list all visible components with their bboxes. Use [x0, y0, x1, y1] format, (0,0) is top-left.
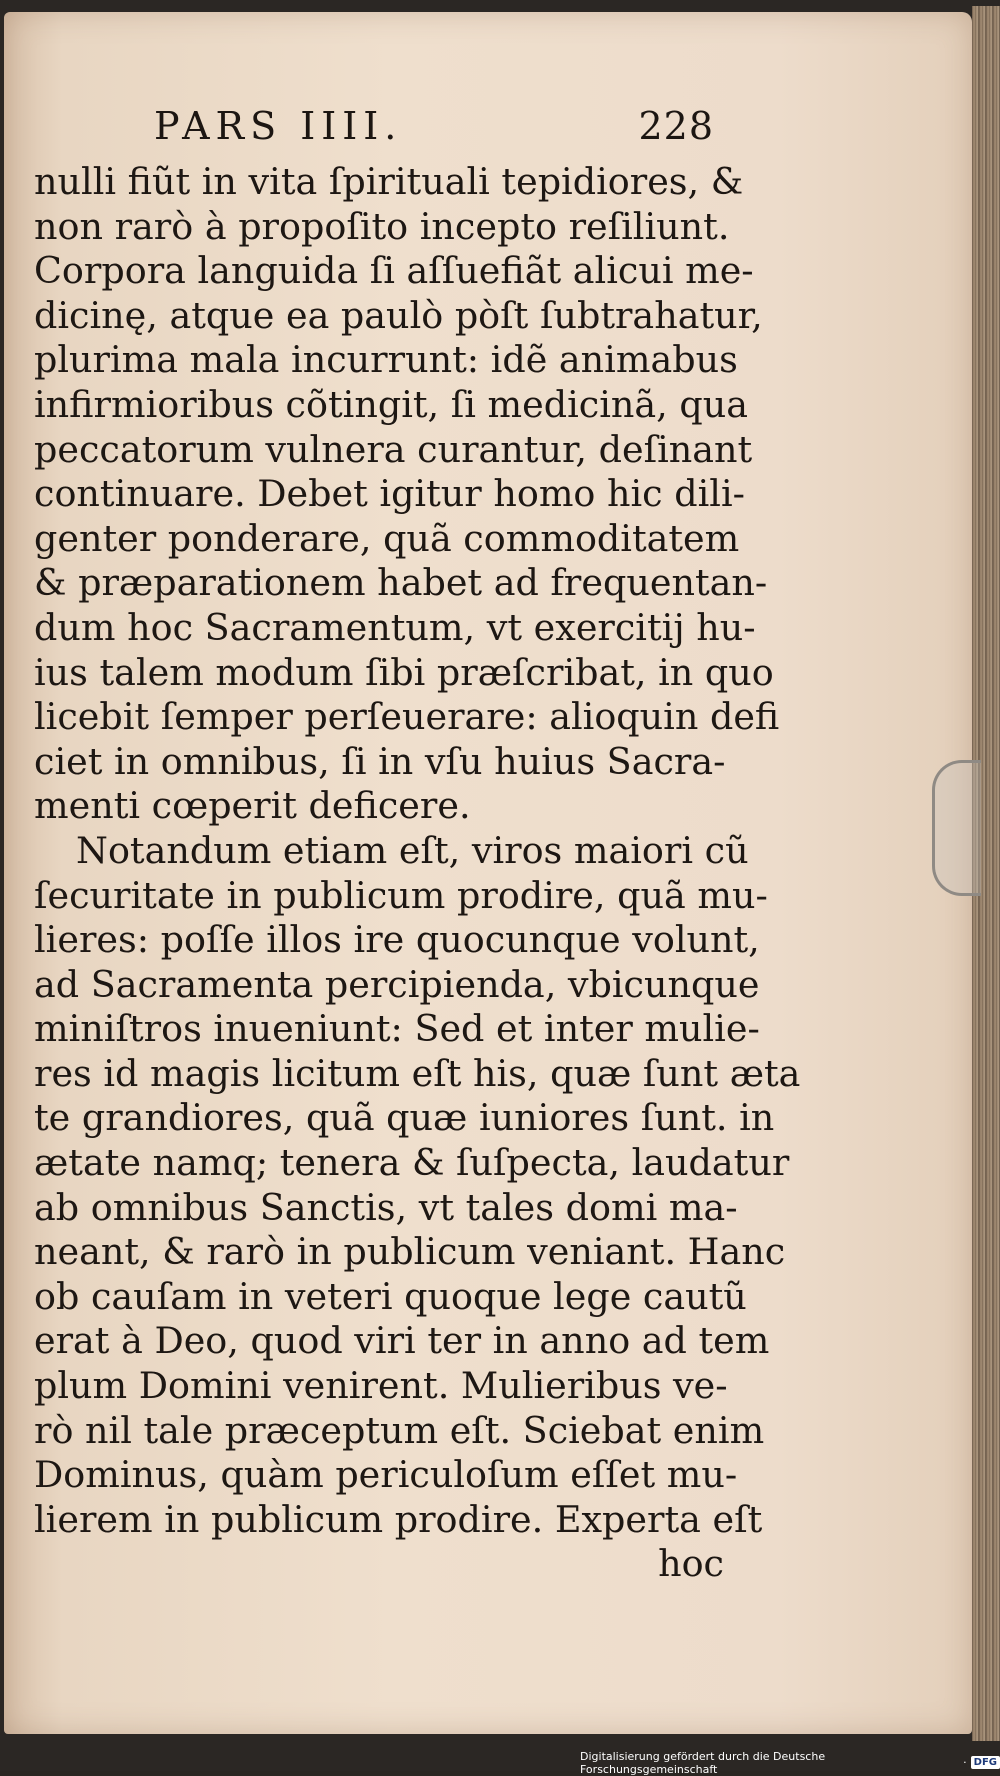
- body-text: [34, 160, 801, 1587]
- text-line: infirmioribus cõtingit, ſi medicinã, qua: [34, 382, 748, 426]
- text-line: continuare. Debet igitur homo hic dili-: [34, 472, 745, 516]
- text-line: ciet in omnibus, ſi in vſu huius Sacra-: [34, 739, 726, 783]
- text-line: ad Sacramenta percipienda, vbicunque: [34, 962, 760, 1006]
- paragraph-start-line: Notandum etiam eſt, viros maiori cũ: [76, 828, 749, 872]
- text-line: lierem in publicum prodire. Experta eſt: [34, 1497, 763, 1541]
- text-line: rò nil tale præceptum eſt. Sciebat enim: [34, 1408, 765, 1452]
- text-line: licebit ſemper perſeuerare: alioquin defi: [34, 695, 780, 739]
- text-line: ius talem modum ſibi præſcribat, in quo: [34, 650, 774, 694]
- text-line: nulli fiũt in vita ſpirituali tepidiores, &: [34, 160, 744, 203]
- running-header: [154, 104, 714, 148]
- digitization-credit: Digitalisierung gefördert durch die Deutsche Forschungsgemeinschaft · DFG: [580, 1754, 1000, 1771]
- text-line: plurima mala incurrunt: idẽ animabus: [34, 338, 738, 382]
- text-line: ſecuritate in publicum prodire, quã mu-: [34, 873, 768, 917]
- text-line: ob cauſam in veteri quoque lege cautũ: [34, 1274, 747, 1318]
- running-title: PARS IIII.: [154, 104, 403, 148]
- text-line: neant, & rarò in publicum veniant. Hanc: [34, 1230, 786, 1274]
- text-line: menti cœperit deficere.: [34, 784, 471, 828]
- text-line: Dominus, quàm periculoſum eſſet mu-: [34, 1453, 738, 1497]
- text-line: non rarò à propoſito incepto reſiliunt.: [34, 204, 730, 248]
- text-line: dum hoc Sacramentum, vt exercitij hu-: [34, 605, 756, 649]
- text-line: erat à Deo, quod viri ter in anno ad tem: [34, 1319, 770, 1363]
- text-line: plum Domini venirent. Mulieribus ve-: [34, 1364, 728, 1408]
- text-line: peccatorum vulnera curantur, deſinant: [34, 427, 753, 471]
- text-line: lieres: poſſe illos ire quocunque volunt,: [34, 918, 760, 962]
- book-page: [4, 12, 972, 1734]
- credit-text: Digitalisierung gefördert durch die Deutsche Forschungsgemeinschaft: [580, 1749, 826, 1776]
- dfg-logo: DFG: [971, 1756, 1000, 1769]
- text-line: dicinę, atque ea paulò pòſt ſubtrahatur,: [34, 293, 763, 337]
- text-line: res id magis licitum eſt his, quæ ſunt æta: [34, 1051, 801, 1095]
- text-line: Corpora languida ſi aſſuefiãt alicui me-: [34, 249, 754, 293]
- text-line: ab omnibus Sanctis, vt tales domi ma-: [34, 1185, 738, 1229]
- text-line: ætate namq; tenera & ſuſpecta, laudatur: [34, 1141, 790, 1185]
- catchword: hoc: [658, 1542, 724, 1586]
- text-line: miniſtros inueniunt: Sed et inter mulie-: [34, 1007, 760, 1051]
- page-number: 228: [638, 104, 714, 148]
- text-line: & præparationem habet ad frequentan-: [34, 561, 768, 605]
- text-line: te grandiores, quã quæ iuniores ſunt. in: [34, 1096, 775, 1140]
- page-clip: [932, 760, 981, 896]
- text-line: genter ponderare, quã commoditatem: [34, 516, 740, 560]
